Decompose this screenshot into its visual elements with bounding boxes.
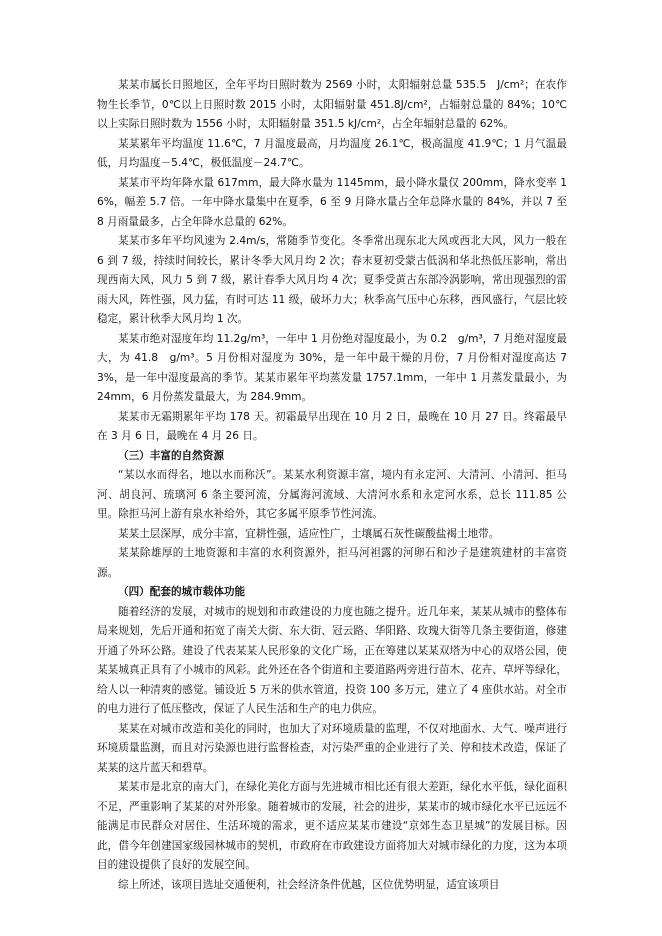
paragraph-frost: 某某市无霜期累年平均 178 天。初霜最早出现在 10 月 2 日，最晚在 10 月 27 日。终霜最早在 3 月 6 日，最晚在 4 月 26 日。 [97,410,567,442]
paragraph-environment: 某某在对城市改造和美化的同时，也加大了对环境质量的监理，不仅对地面水、大气、噪声进行环境质量监测，而且对污染源也进行监督检查，对污染严重的企业进行了关、停和技术改造，保证了某某的这片蓝天和碧草。 [97,722,567,774]
section-heading-city-functions: （四）配套的城市载体功能 [118,586,246,598]
paragraph-sunshine: 某某市属长日照地区，全年平均日照时数为 2569 小时，太阳辐射总量 535.5 J/cm²；在农作物生长季节，0℃以上日照时数 2015 小时，太阳辐射量 451.8J/cm²，占辐射总量的 84%；10℃以上实际日照时数为 1556 小时，太阳辐射量 351.5 kJ/cm²，占全年辐射总量的 62%。 [97,79,567,130]
paragraph-materials: 某某除雄厚的土地资源和丰富的水利资源外，拒马河袒露的河卵石和沙子是建筑建材的丰富资源。 [97,547,567,579]
paragraph-construction: 随着经济的发展，对城市的规划和市政建设的力度也随之提升。近几年来，某某从城市的整体布局来规划，先后开通和拓宽了南关大街、东大街、冠云路、华阳路、玫瑰大街等几条主要街道，修建开通了外环公路。建设了代表某某人民形象的文化广场，正在筹建以某某双塔为中心的双塔公园，使某某城真正具有了小城市的风彩。此外还在各个街道和主要道路两旁进行苗木、花卉、草坪等绿化，给人以一种清爽的感觉。铺设近 5 万米的供水管道，投资 100 多万元，建立了 4 座供水站。对全市的电力进行了低压整改，保证了人民生活和生产的电力供应。 [97,605,567,715]
paragraph-water: “某以水而得名，地以水而称沃”。某某水利资源丰富，境内有永定河、大清河、小清河、拒马河、胡良河、琉璃河 6 条主要河流，分属海河流域、大清河水系和永定河水系，总长 111.85 公里。除拒马河上游有泉水补给外，其它多属平原季节性河流。 [97,469,567,520]
paragraph-greening: 某某市是北京的南大门，在绿化美化方面与先进城市相比还有很大差距，绿化水平低，绿化面积不足，严重影响了某某的对外形象。随着城市的发展，社会的进步，某某市的城市绿化水平已远远不能满足市民群众对居住、生活环境的需求，更不适应某某市建设“京郊生态卫星城”的发展目标。因此，借今年创建国家级园林城市的契机，市政府在市政建设方面将加大对城市绿化的力度，这为本项目的建设提供了良好的发展空间。 [97,781,567,871]
paragraph-humidity: 某某市绝对湿度年均 11.2g/m³，一年中 1 月份绝对湿度最小，为 0.2 g/m³，7 月绝对湿度最大，为 41.8 g/m³。5 月份相对湿度为 30%，是一年中最干燥的月份，7 月份相对湿度高达 73%，是一年中湿度最高的季节。某某市累年平均蒸发量 1757.1mm，一年中 1 月蒸发量最小，为 24mm，6 月份蒸发量最大，为 284.9mm。 [97,332,567,403]
paragraph-rainfall: 某某市平均年降水量 617mm，最大降水量为 1145mm，最小降水量仅 200mm，降水变率 16%，幅差 5.7 倍。一年中降水量集中在夏季，6 至 9 月降水量占全年总降水量的 84%，并以 7 至 8 月雨量最多，占全年降水总量的 62%。 [97,176,567,228]
paragraph-soil: 某某土层深厚，成分丰富，宜耕性强，适应性广，土壤属石灰性碳酸盐褐土地带。 [118,527,500,540]
paragraph-wind: 某某市多年平均风速为 2.4m/s，常随季节变化。冬季常出现东北大风或西北大风，风力一般在 6 到 7 级，持续时间较长，累计冬季大风月均 2 次；春末夏初受蒙古低涡和华北热低压影响，常出现西南大风，风力 5 到 7 级，累计春季大风月均 4 次；夏季受黄古东部冷涡影响，常出现强烈的雷雨大风，阵性强，风力猛，有时可达 11 级，破坏力大；秋季高气压中心东移，西风盛行，气层比较稳定，累计秋季大风月均 1 次。 [97,235,567,325]
paragraph-summary: 综上所述，该项目选址交通便利，社会经济条件优越，区位优势明显，适宜该项目 [118,878,500,891]
paragraph-temperature: 某某累年平均温度 11.6℃，7 月温度最高，月均温度 26.1℃，极高温度 41.9℃；1 月气温最低，月均温度－5.4℃，极低温度－24.7℃。 [97,137,567,169]
section-heading-natural-resources: （三）丰富的自然资源 [118,449,224,462]
document-page [97,76,567,895]
